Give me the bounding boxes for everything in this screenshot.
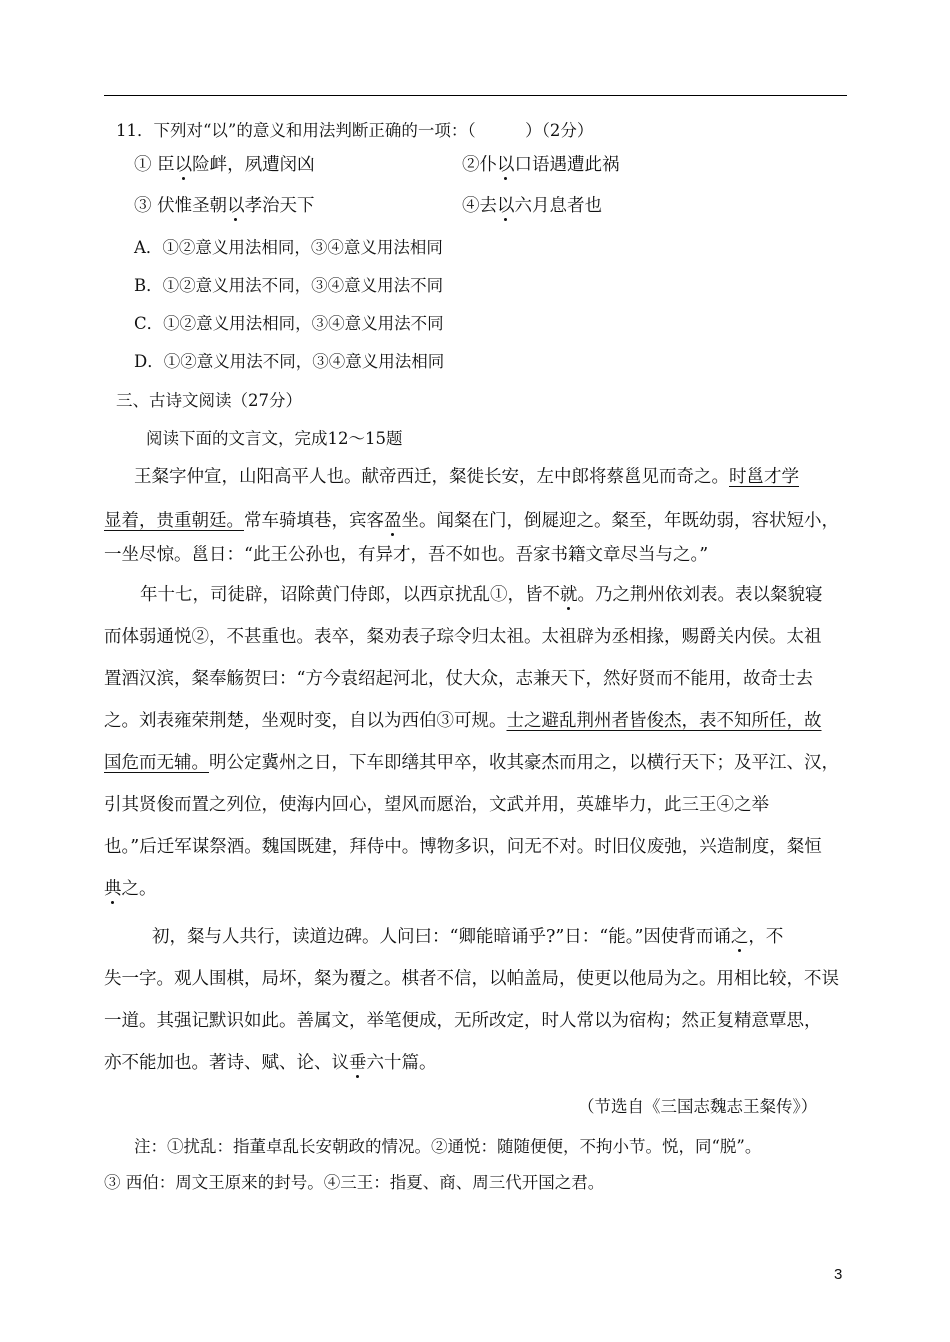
passage-line-15: 亦不能加也。著诗、赋、论、议垂六十篇。 [104,1053,437,1073]
q11-item-1: ① 臣以险衅，夙遭闵凶 [134,155,315,175]
passage-line-6: 置酒汉滨，粲奉觞贺曰：“方今袁绍起河北，仗大众，志兼天下，然好贤而不能用，故奇士去 [104,669,813,689]
passage-line-11: 典之。 [104,879,157,899]
passage-line-13: 失一字。观人围棋，局坏，粲为覆之。棋者不信，以帕盖局，使更以他局为之。用相比较，不误 [104,969,839,989]
underlined-sentence: 国危而无辅。 [104,753,209,773]
section-title: 三、古诗文阅读（27分） [116,391,302,410]
q11-item-3: ③ 伏惟圣朝以孝治天下 [134,196,315,216]
passage-line-12: 初，粲与人共行，读道边碑。人问曰：“卿能暗诵乎?”日：“能。”因使背而诵之，不 [152,927,784,947]
q11-stem: 11．下列对“以”的意义和用法判断正确的一项：（ ）（2分） [116,121,594,140]
page-number: 3 [834,1266,843,1283]
passage-line-3: 一坐尽惊。邕日：“此王公孙也，有异才，吾不如也。吾家书籍文章尽当与之。” [104,545,709,565]
header-rule [104,95,847,96]
q11-option-c: C．①②意义用法相同，③④意义用法不同 [134,314,444,333]
passage-line-1: 王粲字仲宣，山阳高平人也。献帝西迁，粲徙长安，左中郎将蔡邕见而奇之。时邕才学 [134,467,799,487]
note-line-1: 注：①扰乱：指董卓乱长安朝政的情况。②通悦：随随便便，不拘小节。悦，同“脱”。 [134,1137,762,1156]
passage-line-5: 而体弱通悦②，不甚重也。表卒，粲劝表子琮令归太祖。太祖辟为丞相掾，赐爵关内侯。太祖 [104,627,822,647]
q11-option-a: A．①②意义用法相同，③④意义用法相同 [134,238,443,257]
passage-line-4: 年十七，司徒辟，诏除黄门侍郎，以西京扰乱①，皆不就。乃之荆州依刘表。表以粲貌寝 [140,585,823,605]
q11-item-4: ④去以六月息者也 [462,196,602,216]
emphasis-char: 就 [560,585,578,605]
emphasis-char: 之 [730,927,749,947]
underlined-sentence: 显着，贵重朝廷。 [104,511,244,531]
passage-line-7: 之。刘表雍荣荆楚，坐观时变，自以为西伯③可规。士之避乱荆州者皆俊杰，表不知所任，故 [104,711,822,731]
passage-line-8: 国危而无辅。明公定冀州之日，下车即缮其甲卒，收其豪杰而用之，以横行天下；及平江、汉， [104,753,839,773]
emphasis-char: 以 [174,155,193,175]
q11-option-d: D．①②意义用法不同，③④意义用法相同 [134,352,445,371]
passage-line-9: 引其贤俊而置之列位，使海内回心，望风而愿治，文武并用，英雄毕力，此三王④之举 [104,795,769,815]
emphasis-char: 典 [104,879,122,899]
q11-option-b: B．①②意义用法不同，③④意义用法不同 [134,276,444,295]
passage-line-2: 显着，贵重朝廷。常车骑填巷，宾客盈坐。闻粲在门，倒屣迎之。粲至，年既幼弱，容状短小， [104,511,839,531]
passage-source: （节选自《三国志魏志王粲传》） [578,1097,818,1116]
underlined-sentence: 时邕才学 [729,467,799,487]
section-intro: 阅读下面的文言文，完成12～15题 [146,429,403,448]
note-line-2: ③ 西伯：周文王原来的封号。④三王：指夏、商、周三代开国之君。 [104,1173,605,1192]
emphasis-char: 以 [497,196,515,216]
passage-line-10: 也。”后迁军谋祭酒。魏国既建，拜侍中。博物多识，问无不对。时旧仪废弛，兴造制度，粲恒 [104,837,822,857]
emphasis-char: 以 [497,155,515,175]
q11-item-2: ②仆以口语遇遭此祸 [462,155,620,175]
emphasis-char: 垂 [349,1053,367,1073]
emphasis-char: 盈 [384,511,402,531]
underlined-sentence: 士之避乱荆州者皆俊杰，表不知所任，故 [506,711,822,731]
emphasis-char: 以 [227,196,245,216]
passage-line-14: 一道。其强记默识如此。善属文，举笔便成，无所改定，时人常以为宿构；然正复精意覃思， [104,1011,822,1031]
